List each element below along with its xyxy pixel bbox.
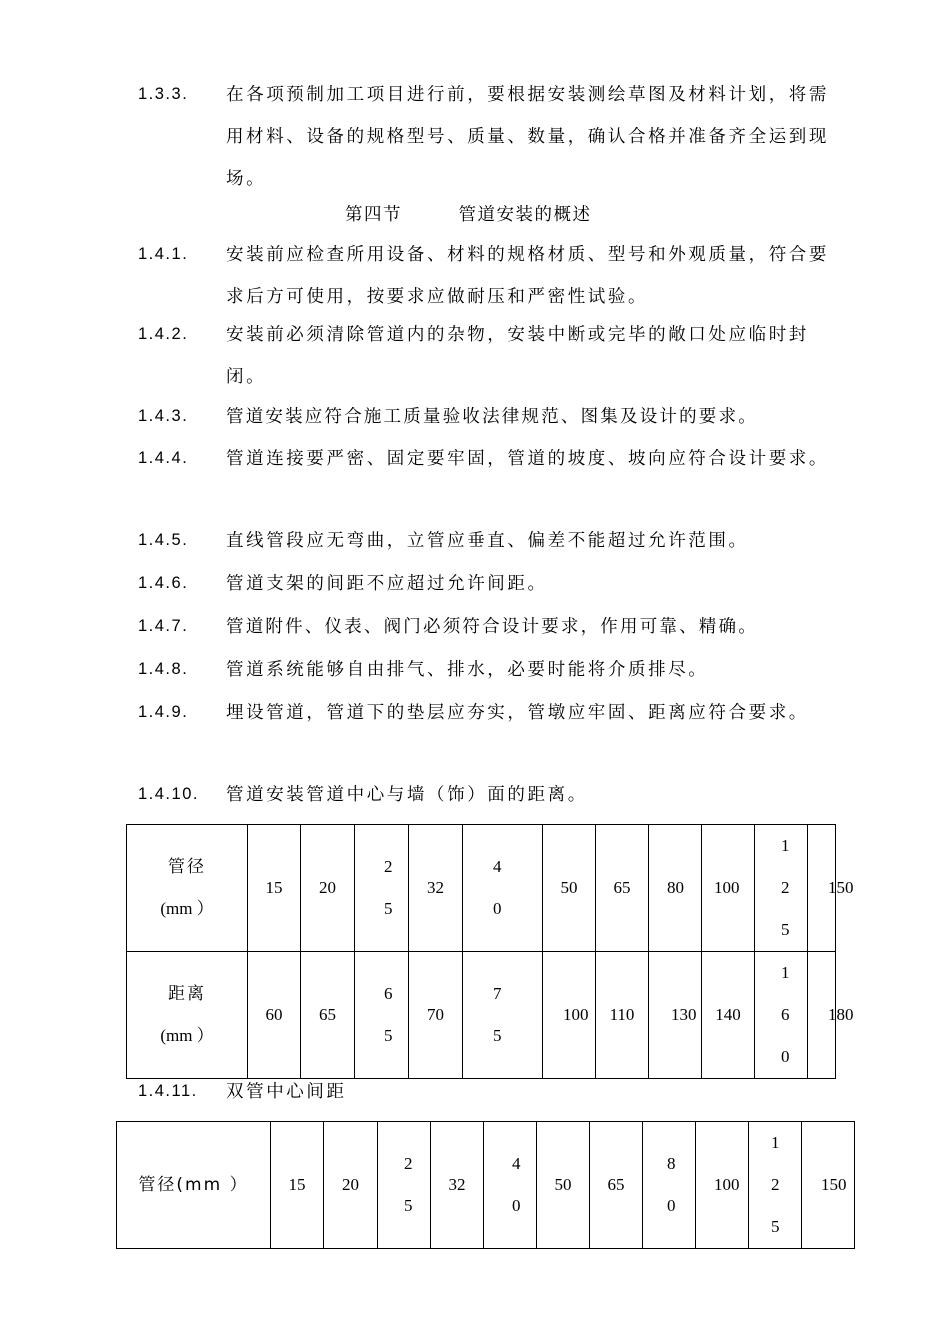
diameter-cell: 32 — [431, 1122, 484, 1249]
item-number: 1.4.11. — [138, 1082, 198, 1100]
item-text: 管道附件、仪表、阀门必须符合设计要求，作用可靠、精确。 — [226, 617, 758, 637]
diameter-cell: 32 — [409, 825, 463, 952]
unit-label: (mm ） — [160, 1026, 214, 1045]
row-header-diameter — [127, 825, 248, 952]
diameter-cell: 50 — [537, 1122, 590, 1249]
distance-cell: 180 — [808, 952, 836, 1079]
diameter-cell: 125 — [755, 825, 808, 952]
diameter-cell: 20 — [301, 825, 355, 952]
item-text: 管道支架的间距不应超过允许间距。 — [226, 574, 548, 594]
item-number: 1.4.8. — [138, 660, 189, 678]
wall-distance-table — [126, 824, 854, 1079]
item-number: 1.4.7. — [138, 617, 189, 635]
diameter-cell: 100 — [696, 1122, 749, 1249]
item-number: 1.3.3. — [138, 85, 189, 103]
diameter-cell: 15 — [248, 825, 301, 952]
distance-cell: 65 — [301, 952, 355, 1079]
item-number: 1.4.3. — [138, 407, 189, 425]
item-number: 1.4.9. — [138, 703, 189, 721]
label-diameter: 管径 — [168, 857, 206, 877]
item-number: 1.4.5. — [138, 531, 189, 549]
item-text: 直线管段应无弯曲，立管应垂直、偏差不能超过允许范围。 — [226, 531, 749, 551]
diameter-cell: 15 — [271, 1122, 324, 1249]
distance-cell: 110 — [596, 952, 649, 1079]
item-number: 1.4.1. — [138, 245, 189, 263]
item-text: 安装前应检查所用设备、材料的规格材质、型号和外观质量，符合要求后方可使用，按要求应做耐压和严密性试验。 — [226, 245, 829, 307]
item-text: 埋设管道，管道下的垫层应夯实，管墩应牢固、距离应符合要求。 — [226, 703, 809, 723]
item-text: 安装前必须清除管道内的杂物，安装中断或完毕的敞口处应临时封闭。 — [226, 325, 809, 387]
distance-cell: 130 — [649, 952, 702, 1079]
item-text: 管道连接要严密、固定要牢固，管道的坡度、坡向应符合设计要求。 — [226, 449, 829, 469]
label-distance: 距离 — [168, 984, 206, 1004]
diameter-cell: 40 — [484, 1122, 537, 1249]
item-text: 管道系统能够自由排气、排水，必要时能将介质排尽。 — [226, 660, 709, 680]
diameter-cell: 150 — [802, 1122, 855, 1249]
distance-cell: 70 — [409, 952, 463, 1079]
diameter-cell: 100 — [702, 825, 755, 952]
distance-cell: 100 — [543, 952, 596, 1079]
row-header-distance — [127, 952, 248, 1079]
diameter-cell: 25 — [355, 825, 409, 952]
diameter-cell: 80 — [643, 1122, 696, 1249]
section-title: 第四节 管道安装的概述 — [345, 205, 592, 225]
diameter-cell: 150 — [808, 825, 836, 952]
diameter-cell: 25 — [378, 1122, 431, 1249]
distance-cell: 140 — [702, 952, 755, 1079]
item-number: 1.4.10. — [138, 785, 199, 803]
diameter-cell: 65 — [596, 825, 649, 952]
item-text: 管道安装应符合施工质量验收法律规范、图集及设计的要求。 — [226, 407, 758, 427]
item-text: 管道安装管道中心与墙（饰）面的距离。 — [226, 785, 588, 805]
double-pipe-table — [116, 1121, 855, 1249]
distance-cell: 75 — [463, 952, 543, 1079]
item-number: 1.4.4. — [138, 449, 189, 467]
diameter-cell: 80 — [649, 825, 702, 952]
item-number: 1.4.6. — [138, 574, 189, 592]
item-text: 双管中心间距 — [226, 1082, 347, 1102]
distance-cell: 160 — [755, 952, 808, 1079]
diameter-cell: 125 — [749, 1122, 802, 1249]
row-header-diameter — [117, 1122, 271, 1249]
distance-cell: 65 — [355, 952, 409, 1079]
item-text: 在各项预制加工项目进行前，要根据安装测绘草图及材料计划，将需用材料、设备的规格型号、质量、数量，确认合格并准备齐全运到现场。 — [226, 85, 829, 189]
diameter-row — [127, 825, 836, 952]
diameter-cell: 20 — [324, 1122, 378, 1249]
diameter-cell: 40 — [463, 825, 543, 952]
diameter-cell: 65 — [590, 1122, 643, 1249]
distance-cell: 60 — [248, 952, 301, 1079]
diameter-row — [117, 1122, 855, 1249]
label-diameter-unit: 管径(mm ） — [138, 1175, 249, 1195]
unit-label: (mm ） — [160, 899, 214, 918]
distance-row — [127, 952, 836, 1079]
item-number: 1.4.2. — [138, 325, 189, 343]
diameter-cell: 50 — [543, 825, 596, 952]
